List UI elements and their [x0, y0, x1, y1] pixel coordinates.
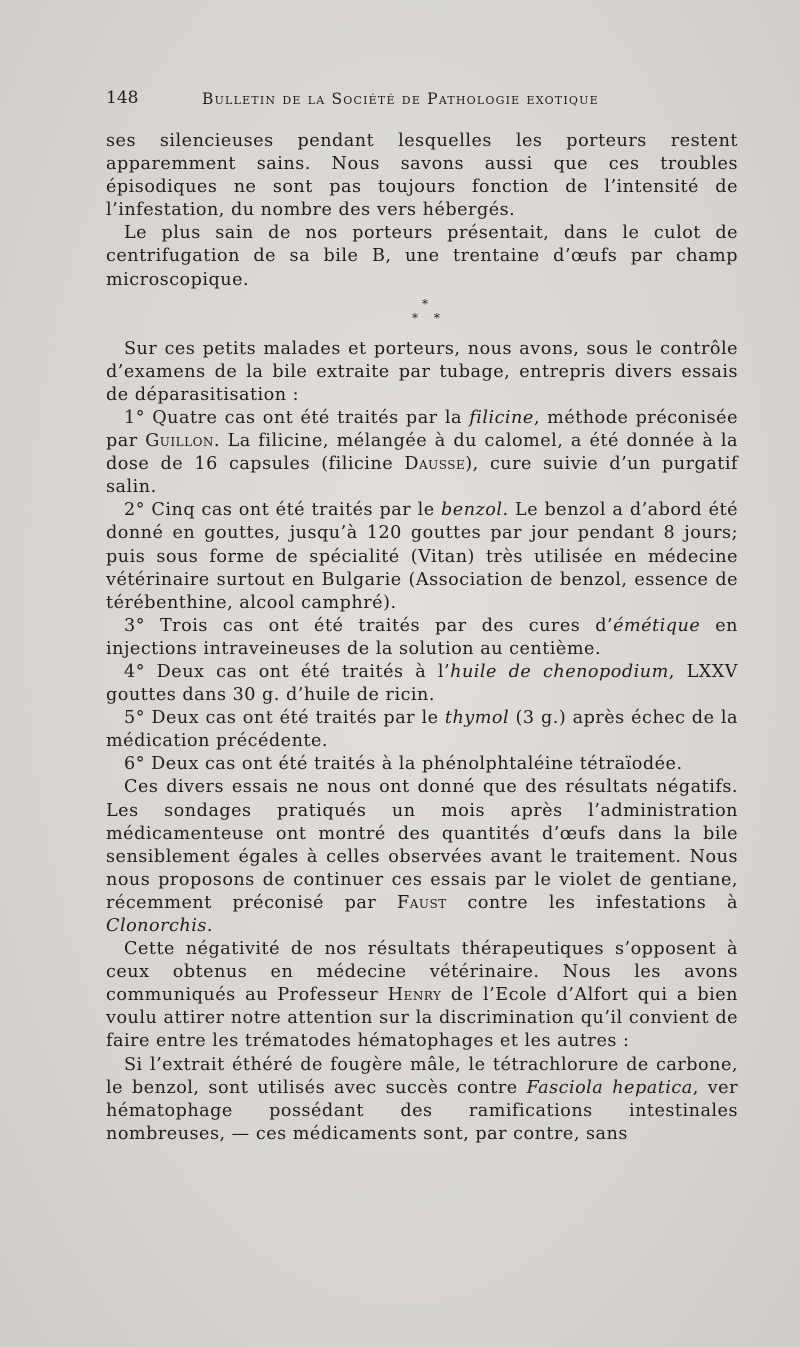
section-separator: * * * [412, 296, 446, 325]
paragraph-fougere: Si l’extrait éthéré de fougère mâle, le tétrachlorure de carbone, le benzol, sont utilisés avec succès contre Fasciola hepatica, ver hématophage possédant des ramifications intestinales nombreuses, — ces médicaments sont, par contre, sans [106, 1054, 738, 1144]
paragraph-item-3: 3° Trois cas ont été traités par des cures d’émétique en injections intraveineuses de la solution au centième. [106, 615, 738, 659]
body-text [106, 130, 738, 1146]
paragraph-resultats: Ces divers essais ne nous ont donné que des résultats négatifs. Les sondages pratiqués un mois après l’administration médicamenteuse ont montré des quantités d’œufs dans la bile sensiblement égales à celles observées avant le traitement. Nous nous proposons de continuer ces essais par le violet de gentiane, récemment préconisé par Faust contre les infestations à Clonorchis. [106, 777, 738, 936]
paragraph-essais: Sur ces petits malades et porteurs, nous avons, sous le contrôle d’examens de la bile extraite par tubage, entrepris divers essais de déparasitisation : [106, 338, 738, 405]
paragraph-continuation: ses silencieuses pendant lesquelles les porteurs restent apparemment sains. Nous savons aussi que ces troubles épisodiques ne sont pas toujours fonction de l’intensité de l’infestation, du nombre des vers hébergés. [106, 131, 738, 221]
paragraph-porteurs: Le plus sain de nos porteurs présentait, dans le culot de centrifugation de sa bile B, une trentaine d’œufs par champ microscopique. [106, 223, 738, 290]
page-header [106, 88, 738, 114]
paragraph-item-4: 4° Deux cas ont été traités à l’huile de chenopodium, LXXV gouttes dans 30 g. d’huile de ricin. [106, 661, 739, 706]
paragraph-item-6: 6° Deux cas ont été traités à la phénolphtaléine tétraïodée. [124, 754, 683, 775]
paragraph-negativite: Cette négativité de nos résultats thérapeutiques s’opposent à ceux obtenus en médecine vétérinaire. Nous les avons communiqués au Professeur Henry de l’Ecole d’Alfort qui a bien voulu attirer notre attention sur la discrimination qu’il convient de faire entre les trématodes hématophages et les autres : [106, 939, 738, 1052]
paragraph-item-5: 5° Deux cas ont été traités par le thymol (3 g.) après échec de la médication précédente. [106, 708, 738, 752]
paragraph-item-1: 1° Quatre cas ont été traités par la filicine, méthode préconisée par Guillon. La filicine, mélangée à du calomel, a été donnée à la dose de 16 capsules (filicine Dausse), cure suivie d’un purgatif salin. [106, 407, 738, 498]
running-title: Bulletin de la Société de Pathologie exotique [202, 90, 599, 108]
page-number: 148 [106, 88, 139, 108]
paragraph-item-2: 2° Cinq cas ont été traités par le benzol. Le benzol a d’abord été donné en gouttes, jusqu’à 120 gouttes par jour pendant 8 jours; puis sous forme de spécialité (Vitan) très utilisée en médecine vétérinaire surtout en Bulgarie (Association de benzol, essence de térébenthine, alcool camphré). [106, 500, 738, 613]
